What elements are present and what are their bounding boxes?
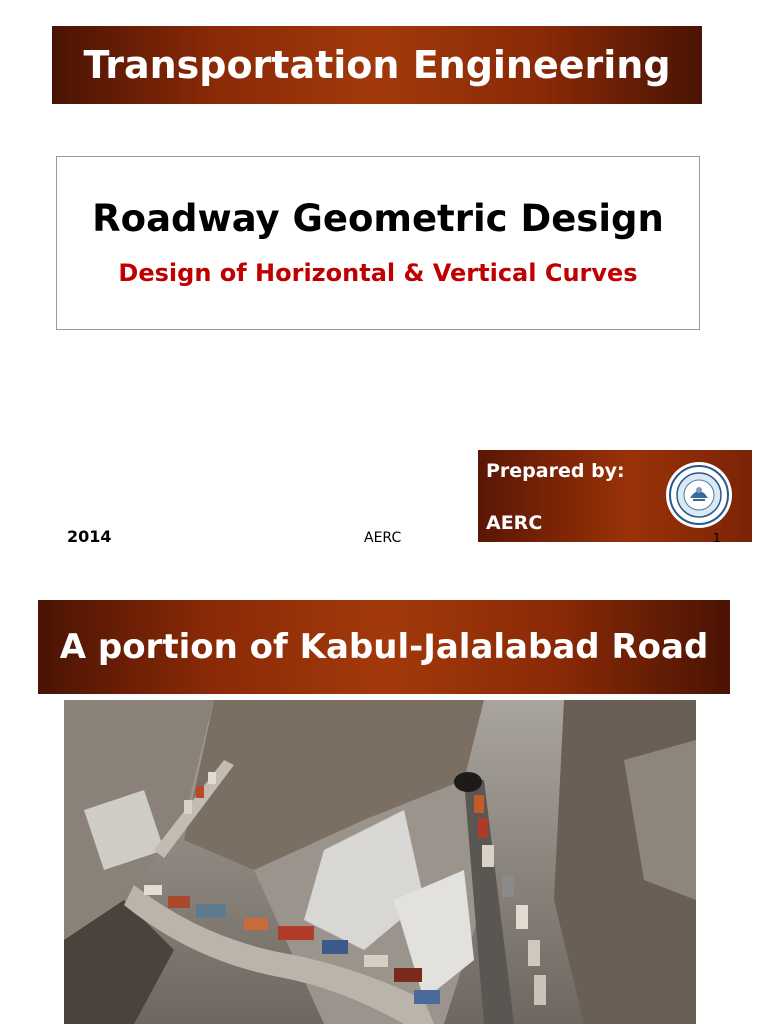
prepared-by-box	[478, 450, 752, 542]
page-number: 1	[713, 531, 721, 545]
main-heading: Roadway Geometric Design	[92, 197, 664, 240]
footer-year: 2014	[67, 527, 112, 546]
sub-heading: Design of Horizontal & Vertical Curves	[118, 259, 638, 287]
slide-title: Transportation Engineering	[52, 26, 702, 104]
organization-seal-icon	[666, 462, 732, 528]
photo-slide-title: A portion of Kabul-Jalalabad Road	[38, 600, 730, 694]
prepared-by-label: Prepared by:	[486, 460, 625, 482]
prepared-by-org: AERC	[486, 512, 543, 534]
title-box	[56, 156, 700, 330]
mountain-road-photo	[64, 700, 696, 1024]
footer-org: AERC	[364, 530, 402, 546]
